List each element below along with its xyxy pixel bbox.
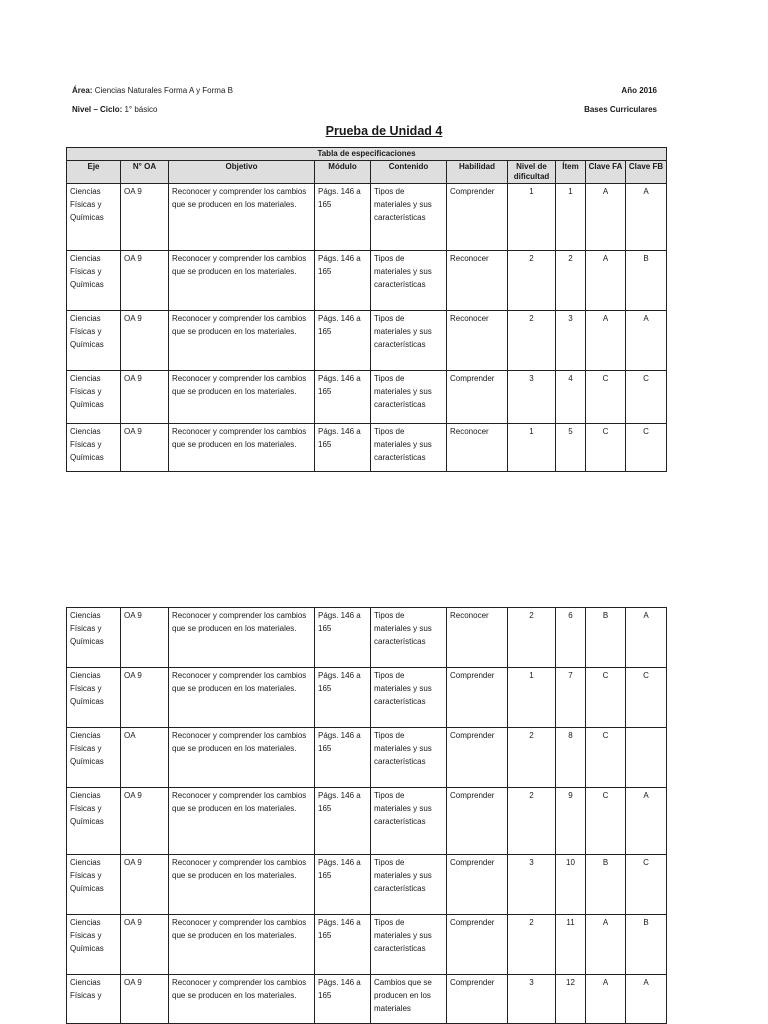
column-header-contenido: Contenido [371,161,447,184]
table-row [67,184,667,251]
column-header-objetivo: Objetivo [169,161,315,184]
cell-eje: Ciencias Físicas y Químicas [67,855,121,915]
cell-item: 12 [556,975,586,1024]
bases-label: Bases Curriculares [584,105,657,114]
cell-objetivo: Reconocer y comprender los cambios que se producen en los materiales. [169,668,315,728]
table-row [67,728,667,788]
cell-contenido: Tipos de materiales y sus características [371,371,447,424]
cell-oa: OA 9 [121,915,169,975]
table-row [67,311,667,371]
cell-oa: OA [121,728,169,788]
cell-nivel: 2 [508,728,556,788]
cell-eje: Ciencias Físicas y Químicas [67,184,121,251]
table-row [67,975,667,1024]
cell-clave-fa: C [586,371,626,424]
cell-modulo: Págs. 146 a 165 [315,311,371,371]
cell-contenido: Tipos de materiales y sus características [371,251,447,311]
cell-clave-fb: C [626,668,667,728]
cell-item: 7 [556,668,586,728]
cell-nivel: 1 [508,668,556,728]
cell-eje: Ciencias Físicas y Químicas [67,251,121,311]
nivel-label: Nivel – Ciclo: [72,105,123,114]
cell-objetivo: Reconocer y comprender los cambios que se producen en los materiales. [169,728,315,788]
cell-clave-fa: C [586,728,626,788]
cell-item: 4 [556,371,586,424]
cell-modulo: Págs. 146 a 165 [315,975,371,1024]
cell-contenido: Cambios que se producen en los materiales [371,975,447,1024]
column-header-item: Ítem [556,161,586,184]
cell-modulo: Págs. 146 a 165 [315,915,371,975]
cell-contenido: Tipos de materiales y sus características [371,915,447,975]
column-header-clave-fa: Clave FA [586,161,626,184]
cell-clave-fb [626,728,667,788]
cell-habilidad: Comprender [447,975,508,1024]
cell-oa: OA 9 [121,788,169,855]
cell-nivel: 2 [508,608,556,668]
cell-nivel: 2 [508,915,556,975]
cell-clave-fb: B [626,251,667,311]
cell-clave-fa: A [586,251,626,311]
cell-modulo: Págs. 146 a 165 [315,855,371,915]
cell-nivel: 2 [508,311,556,371]
cell-contenido: Tipos de materiales y sus características [371,855,447,915]
cell-objetivo: Reconocer y comprender los cambios que se producen en los materiales. [169,424,315,472]
table-row [67,855,667,915]
cell-eje: Ciencias Físicas y Químicas [67,728,121,788]
cell-habilidad: Comprender [447,915,508,975]
table-row [67,424,667,472]
cell-eje: Ciencias Físicas y Químicas [67,668,121,728]
cell-modulo: Págs. 146 a 165 [315,728,371,788]
cell-objetivo: Reconocer y comprender los cambios que se producen en los materiales. [169,184,315,251]
table-caption: Tabla de especificaciones [67,148,667,161]
table-row [67,251,667,311]
cell-objetivo: Reconocer y comprender los cambios que se producen en los materiales. [169,371,315,424]
cell-item: 10 [556,855,586,915]
column-header-nivel: Nivel de dificultad [508,161,556,184]
nivel-value: 1° básico [124,105,158,114]
cell-objetivo: Reconocer y comprender los cambios que se producen en los materiales. [169,855,315,915]
cell-habilidad: Reconocer [447,251,508,311]
cell-habilidad: Reconocer [447,424,508,472]
column-header-oa: N° OA [121,161,169,184]
cell-clave-fa: C [586,788,626,855]
specifications-table-continued [66,607,667,1024]
cell-clave-fa: C [586,424,626,472]
table-body-1 [67,184,667,472]
column-header-eje: Eje [67,161,121,184]
cell-habilidad: Comprender [447,728,508,788]
cell-nivel: 3 [508,975,556,1024]
specifications-table [66,147,667,472]
cell-nivel: 3 [508,855,556,915]
area-label: Área: [72,86,93,95]
cell-clave-fb: B [626,915,667,975]
table-body-2 [67,608,667,1024]
cell-oa: OA 9 [121,371,169,424]
cell-eje: Ciencias Físicas y Químicas [67,311,121,371]
cell-clave-fb: A [626,788,667,855]
cell-oa: OA 9 [121,855,169,915]
cell-item: 3 [556,311,586,371]
cell-item: 5 [556,424,586,472]
cell-nivel: 2 [508,251,556,311]
cell-clave-fa: A [586,975,626,1024]
cell-clave-fb: C [626,371,667,424]
nivel-line [72,105,157,115]
cell-contenido: Tipos de materiales y sus características [371,424,447,472]
area-value: Ciencias Naturales Forma A y Forma B [94,86,233,95]
area-line [72,86,233,96]
cell-habilidad: Comprender [447,855,508,915]
cell-habilidad: Comprender [447,788,508,855]
cell-clave-fb: A [626,975,667,1024]
cell-objetivo: Reconocer y comprender los cambios que se producen en los materiales. [169,251,315,311]
table-row [67,668,667,728]
cell-modulo: Págs. 146 a 165 [315,788,371,855]
cell-modulo: Págs. 146 a 165 [315,251,371,311]
cell-modulo: Págs. 146 a 165 [315,608,371,668]
cell-nivel: 1 [508,184,556,251]
cell-clave-fa: A [586,915,626,975]
cell-item: 1 [556,184,586,251]
cell-clave-fb: A [626,311,667,371]
column-header-clave-fb: Clave FB [626,161,667,184]
cell-eje: Ciencias Físicas y Químicas [67,788,121,855]
cell-clave-fa: B [586,608,626,668]
year-label: Año 2016 [621,86,657,95]
cell-objetivo: Reconocer y comprender los cambios que se producen en los materiales. [169,915,315,975]
cell-eje: Ciencias Físicas y Químicas [67,608,121,668]
cell-contenido: Tipos de materiales y sus características [371,608,447,668]
column-header-habilidad: Habilidad [447,161,508,184]
cell-clave-fb: A [626,608,667,668]
cell-item: 9 [556,788,586,855]
cell-clave-fb: C [626,424,667,472]
cell-oa: OA 9 [121,424,169,472]
cell-objetivo: Reconocer y comprender los cambios que se producen en los materiales. [169,975,315,1024]
cell-eje: Ciencias Físicas y Químicas [67,424,121,472]
cell-habilidad: Comprender [447,371,508,424]
cell-habilidad: Comprender [447,668,508,728]
cell-oa: OA 9 [121,668,169,728]
cell-contenido: Tipos de materiales y sus características [371,184,447,251]
cell-clave-fa: C [586,668,626,728]
cell-clave-fa: A [586,184,626,251]
table-row [67,788,667,855]
cell-nivel: 1 [508,424,556,472]
cell-item: 11 [556,915,586,975]
cell-clave-fa: B [586,855,626,915]
cell-modulo: Págs. 146 a 165 [315,371,371,424]
cell-contenido: Tipos de materiales y sus características [371,668,447,728]
cell-modulo: Págs. 146 a 165 [315,184,371,251]
cell-oa: OA 9 [121,311,169,371]
cell-habilidad: Reconocer [447,311,508,371]
cell-oa: OA 9 [121,251,169,311]
cell-eje: Ciencias Físicas y Químicas [67,915,121,975]
cell-habilidad: Reconocer [447,608,508,668]
cell-item: 6 [556,608,586,668]
cell-contenido: Tipos de materiales y sus características [371,311,447,371]
cell-nivel: 3 [508,371,556,424]
cell-habilidad: Comprender [447,184,508,251]
cell-oa: OA 9 [121,184,169,251]
cell-contenido: Tipos de materiales y sus características [371,728,447,788]
cell-objetivo: Reconocer y comprender los cambios que se producen en los materiales. [169,608,315,668]
cell-contenido: Tipos de materiales y sus características [371,788,447,855]
cell-clave-fb: C [626,855,667,915]
table-row [67,371,667,424]
cell-item: 2 [556,251,586,311]
cell-eje: Ciencias Físicas y Químicas [67,371,121,424]
column-header-modulo: Módulo [315,161,371,184]
cell-objetivo: Reconocer y comprender los cambios que se producen en los materiales. [169,311,315,371]
cell-objetivo: Reconocer y comprender los cambios que se producen en los materiales. [169,788,315,855]
cell-modulo: Págs. 146 a 165 [315,668,371,728]
cell-nivel: 2 [508,788,556,855]
cell-modulo: Págs. 146 a 165 [315,424,371,472]
cell-eje: Ciencias Físicas y [67,975,121,1024]
page-title: Prueba de Unidad 4 [325,124,443,138]
cell-oa: OA 9 [121,975,169,1024]
cell-clave-fa: A [586,311,626,371]
cell-oa: OA 9 [121,608,169,668]
table-row [67,608,667,668]
cell-item: 8 [556,728,586,788]
cell-clave-fb: A [626,184,667,251]
table-row [67,915,667,975]
